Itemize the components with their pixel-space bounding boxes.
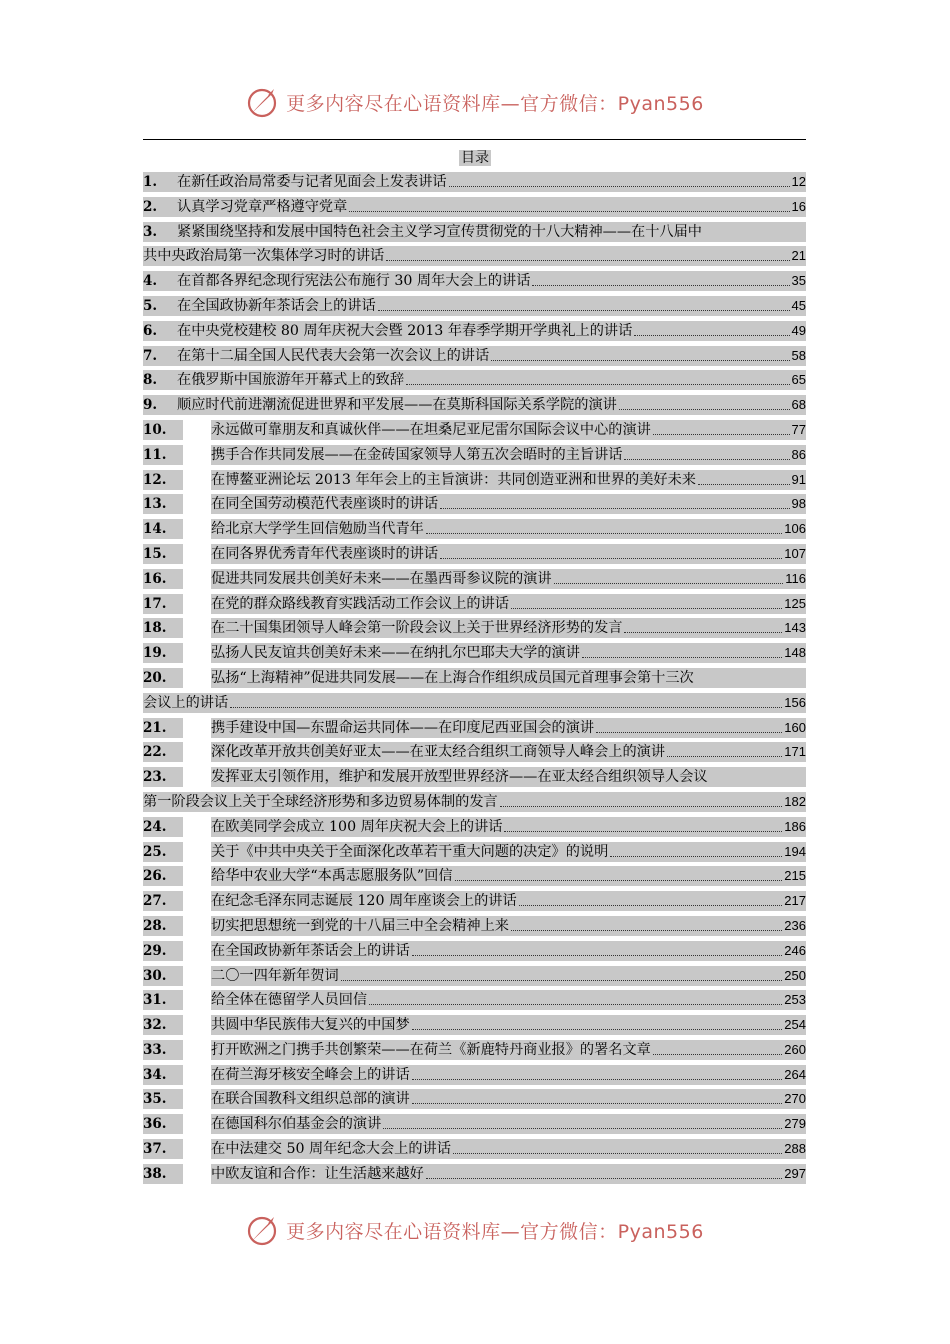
- toc-entry-page: 58: [791, 347, 806, 363]
- toc-entry-title: 在德国科尔伯基金会的演讲: [211, 1116, 382, 1133]
- toc-entry-title: 弘扬“上海精神”促进共同发展——在上海合作组织成员国元首理事会第十三次: [211, 669, 694, 686]
- toc-entry[interactable]: [143, 222, 806, 247]
- toc-entry[interactable]: [143, 1040, 806, 1065]
- toc-entry-page: 288: [784, 1141, 806, 1157]
- toc-entry-number: 17.: [143, 594, 183, 614]
- dot-leader: [426, 1178, 782, 1179]
- table-of-contents: [143, 172, 806, 1189]
- toc-entry-page: 125: [784, 595, 806, 611]
- banner-text: 更多内容尽在心语资料库—官方微信：Pyan556: [286, 1220, 704, 1243]
- toc-entry-page: 182: [784, 793, 806, 809]
- dot-leader: [341, 980, 783, 981]
- toc-entry[interactable]: [143, 519, 806, 544]
- toc-entry[interactable]: [143, 1164, 806, 1189]
- toc-entry-title: 共圆中华民族伟大复兴的中国梦: [211, 1017, 410, 1034]
- toc-entry-number: 4.: [143, 271, 183, 291]
- dot-leader: [511, 608, 782, 609]
- toc-entry-number: 8.: [143, 370, 183, 390]
- toc-entry-page: 107: [784, 545, 806, 561]
- toc-entry-page: 91: [791, 471, 806, 487]
- dot-leader: [455, 880, 783, 881]
- toc-entry[interactable]: [143, 1015, 806, 1040]
- toc-entry-number: 3.: [143, 222, 183, 242]
- dot-leader: [412, 1103, 783, 1104]
- dot-leader: [504, 831, 782, 832]
- toc-entry-number: 12.: [143, 470, 183, 490]
- toc-entry-title: 给华中农业大学“本禹志愿服务队”回信: [211, 868, 453, 885]
- dot-leader: [554, 583, 784, 584]
- dot-leader: [698, 484, 790, 485]
- toc-entry-title: 在新任政治局常委与记者见面会上发表讲话: [177, 174, 447, 190]
- toc-entry-page: 254: [784, 1017, 806, 1033]
- dot-leader: [412, 955, 783, 956]
- toc-entry-title: 携手合作共同发展——在金砖国家领导人第五次会晤时的主旨讲话: [211, 446, 623, 463]
- toc-entry-page: 264: [784, 1066, 806, 1082]
- toc-entry-number: 38.: [143, 1164, 183, 1184]
- toc-entry-number: 18.: [143, 618, 183, 638]
- toc-entry-title: 弘扬人民友谊共创美好未来——在纳扎尔巴耶夫大学的演讲: [211, 645, 580, 662]
- dot-leader: [440, 558, 782, 559]
- toc-entry-page: 68: [791, 397, 806, 413]
- toc-entry[interactable]: [143, 594, 806, 619]
- quill-logo-icon: [246, 1213, 280, 1247]
- toc-entry[interactable]: [143, 395, 806, 420]
- dot-leader: [449, 186, 790, 187]
- toc-entry-page: 106: [784, 521, 806, 537]
- toc-entry[interactable]: [143, 544, 806, 569]
- toc-entry-page: 65: [791, 372, 806, 388]
- toc-entry-continuation[interactable]: [143, 792, 806, 817]
- toc-entry-number: 7.: [143, 346, 183, 366]
- toc-entry-page: 116: [785, 570, 806, 586]
- toc-entry-page: 215: [784, 868, 806, 884]
- toc-entry-title: 在荷兰海牙核安全峰会上的讲话: [211, 1066, 410, 1083]
- quill-logo-icon: [246, 85, 280, 119]
- toc-entry[interactable]: [143, 271, 806, 296]
- dot-leader: [667, 756, 782, 757]
- toc-entry[interactable]: [143, 866, 806, 891]
- dot-leader: [619, 409, 790, 410]
- toc-entry[interactable]: [143, 941, 806, 966]
- toc-entry-number: 26.: [143, 866, 183, 886]
- dot-leader: [610, 856, 782, 857]
- toc-entry-title: 在俄罗斯中国旅游年开幕式上的致辞: [177, 372, 405, 389]
- toc-entry[interactable]: [143, 767, 806, 792]
- toc-entry-page: 143: [784, 620, 806, 636]
- toc-entry[interactable]: [143, 668, 806, 693]
- dot-leader: [653, 434, 790, 435]
- dot-leader: [349, 211, 789, 212]
- toc-entry-page: 194: [784, 843, 806, 859]
- toc-entry-continuation[interactable]: [143, 246, 806, 271]
- toc-entry-number: 32.: [143, 1015, 183, 1035]
- dot-leader: [453, 1153, 782, 1154]
- toc-entry[interactable]: [143, 742, 806, 767]
- header-banner: [0, 82, 950, 122]
- toc-entry-title: 关于《中共中央关于全面深化改革若干重大问题的决定》的说明: [211, 843, 609, 860]
- toc-entry-title: 在博鳌亚洲论坛 2013 年年会上的主旨演讲：共同创造亚洲和世界的美好未来: [211, 471, 696, 488]
- toc-entry-page: 253: [784, 992, 806, 1008]
- dot-leader: [653, 1054, 782, 1055]
- toc-entry-title: 紧紧围绕坚持和发展中国特色社会主义学习宣传贯彻党的十八大精神——在十八届中: [177, 223, 702, 240]
- toc-entry-number: 19.: [143, 643, 183, 663]
- toc-entry-page: 45: [791, 297, 806, 313]
- toc-entry-title-continued: 共中央政治局第一次集体学习时的讲话: [143, 248, 385, 265]
- toc-entry-page: 16: [791, 198, 806, 214]
- dot-leader: [406, 384, 790, 385]
- toc-entry-title: 在中央党校建校 80 周年庆祝大会暨 2013 年春季学期开学典礼上的讲话: [177, 322, 633, 339]
- toc-entry[interactable]: [143, 346, 806, 371]
- toc-entry-number: 23.: [143, 767, 183, 787]
- toc-entry-number: 9.: [143, 395, 183, 415]
- dot-leader: [412, 1029, 783, 1030]
- toc-entry-continuation[interactable]: [143, 693, 806, 718]
- toc-entry-title: 在中法建交 50 周年纪念大会上的讲话: [211, 1141, 451, 1158]
- toc-entry-number: 2.: [143, 197, 183, 217]
- toc-entry-title: 促进共同发展共创美好未来——在墨西哥参议院的演讲: [211, 570, 552, 587]
- toc-entry-page: 21: [791, 248, 806, 264]
- toc-entry-page: 35: [791, 273, 806, 289]
- toc-entry-number: 33.: [143, 1040, 183, 1060]
- toc-entry[interactable]: [143, 990, 806, 1015]
- toc-entry-title: 在联合国教科文组织总部的演讲: [211, 1091, 410, 1108]
- toc-entry-page: 279: [784, 1116, 806, 1132]
- footer-banner: [0, 1210, 950, 1250]
- toc-entry-number: 1.: [143, 172, 183, 192]
- dot-leader: [426, 533, 782, 534]
- dot-leader: [582, 657, 782, 658]
- dot-leader: [383, 1128, 782, 1129]
- toc-entry-number: 30.: [143, 966, 183, 986]
- toc-entry-number: 29.: [143, 941, 183, 961]
- toc-entry-title: 给北京大学学生回信勉励当代青年: [211, 521, 424, 538]
- toc-entry[interactable]: [143, 569, 806, 594]
- banner-text: 更多内容尽在心语资料库—官方微信：Pyan556: [286, 92, 704, 115]
- toc-entry[interactable]: [143, 916, 806, 941]
- toc-entry-number: 11.: [143, 445, 183, 465]
- dot-leader: [412, 1079, 783, 1080]
- dot-leader: [511, 930, 782, 931]
- toc-entry-number: 27.: [143, 891, 183, 911]
- toc-entry-number: 36.: [143, 1114, 183, 1134]
- toc-entry-number: 25.: [143, 842, 183, 862]
- toc-entry[interactable]: [143, 1114, 806, 1139]
- toc-entry-title: 在同全国劳动模范代表座谈时的讲话: [211, 496, 439, 513]
- toc-entry[interactable]: [143, 1139, 806, 1164]
- toc-entry-page: 86: [791, 446, 806, 462]
- dot-leader: [624, 632, 782, 633]
- toc-entry-number: 24.: [143, 817, 183, 837]
- toc-entry-number: 35.: [143, 1089, 183, 1109]
- toc-entry-number: 34.: [143, 1065, 183, 1085]
- toc-entry-title: 在纪念毛泽东同志诞辰 120 周年座谈会上的讲话: [211, 893, 517, 910]
- toc-entry-number: 10.: [143, 420, 183, 440]
- toc-entry-number: 37.: [143, 1139, 183, 1159]
- toc-entry-title: 切实把思想统一到党的十八届三中全会精神上来: [211, 917, 509, 934]
- toc-entry[interactable]: [143, 470, 806, 495]
- toc-entry-title: 认真学习党章严格遵守党章: [177, 198, 348, 215]
- dot-leader: [440, 508, 790, 509]
- toc-entry-title: 深化改革开放共创美好亚太——在亚太经合组织工商领导人峰会上的演讲: [211, 744, 666, 761]
- dot-leader: [634, 335, 789, 336]
- toc-entry-title: 中欧友谊和合作：让生活越来越好: [211, 1165, 424, 1182]
- toc-entry[interactable]: [143, 296, 806, 321]
- toc-entry[interactable]: [143, 172, 806, 197]
- dot-leader: [386, 260, 789, 261]
- toc-entry-title: 在全国政协新年茶话会上的讲话: [177, 297, 376, 314]
- toc-entry-page: 49: [791, 322, 806, 338]
- toc-entry[interactable]: [143, 445, 806, 470]
- toc-entry-number: 20.: [143, 668, 183, 688]
- toc-entry-title: 发挥亚太引领作用，维护和发展开放型世界经济——在亚太经合组织领导人会议: [211, 769, 708, 786]
- toc-entry-page: 160: [784, 719, 806, 735]
- toc-entry-number: 6.: [143, 321, 183, 341]
- toc-entry-page: 270: [784, 1091, 806, 1107]
- toc-entry[interactable]: [143, 817, 806, 842]
- toc-entry-title: 在欧美同学会成立 100 周年庆祝大会上的讲话: [211, 818, 503, 835]
- toc-entry[interactable]: [143, 618, 806, 643]
- toc-entry-title: 永远做可靠朋友和真诚伙伴——在坦桑尼亚尼雷尔国际会议中心的演讲: [211, 421, 651, 438]
- dot-leader: [378, 310, 790, 311]
- dot-leader: [500, 806, 783, 807]
- toc-entry-title: 在全国政协新年茶话会上的讲话: [211, 942, 410, 959]
- toc-entry-title: 二〇一四年新年贺词: [211, 967, 339, 984]
- toc-entry-page: 98: [791, 496, 806, 512]
- toc-entry-title: 在同各界优秀青年代表座谈时的讲话: [211, 545, 439, 562]
- toc-entry[interactable]: [143, 891, 806, 916]
- dot-leader: [532, 285, 789, 286]
- toc-entry-page: 77: [791, 421, 806, 437]
- toc-entry-page: 12: [791, 174, 806, 189]
- toc-entry-page: 297: [784, 1165, 806, 1181]
- toc-entry-number: 14.: [143, 519, 183, 539]
- toc-entry-page: 250: [784, 967, 806, 983]
- toc-entry-number: 15.: [143, 544, 183, 564]
- toc-entry-title-continued: 会议上的讲话: [143, 694, 229, 711]
- dot-leader: [491, 360, 789, 361]
- toc-entry-number: 21.: [143, 718, 183, 738]
- toc-entry-title: 在二十国集团领导人峰会第一阶段会议上关于世界经济形势的发言: [211, 620, 623, 637]
- toc-entry-number: 31.: [143, 990, 183, 1010]
- toc-entry-title: 给全体在德留学人员回信: [211, 992, 368, 1009]
- toc-entry-number: 22.: [143, 742, 183, 762]
- toc-entry[interactable]: [143, 494, 806, 519]
- toc-entry-page: 236: [784, 917, 806, 933]
- toc-entry-page: 171: [784, 744, 806, 760]
- toc-entry-title-continued: 第一阶段会议上关于全球经济形势和多边贸易体制的发言: [143, 793, 498, 810]
- toc-entry-title: 打开欧洲之门携手共创繁荣——在荷兰《新鹿特丹商业报》的署名文章: [211, 1041, 651, 1058]
- dot-leader: [596, 732, 782, 733]
- toc-entry[interactable]: [143, 643, 806, 668]
- toc-entry-page: 156: [784, 694, 806, 710]
- toc-entry-page: 260: [784, 1041, 806, 1057]
- toc-entry[interactable]: [143, 842, 806, 867]
- toc-entry-page: 186: [784, 818, 806, 834]
- toc-entry[interactable]: [143, 966, 806, 991]
- toc-entry[interactable]: [143, 321, 806, 346]
- toc-entry[interactable]: [143, 1065, 806, 1090]
- toc-entry-title: 在党的群众路线教育实践活动工作会议上的讲话: [211, 595, 509, 612]
- toc-title: 目录: [461, 150, 489, 166]
- toc-entry-number: 28.: [143, 916, 183, 936]
- toc-entry[interactable]: [143, 718, 806, 743]
- dot-leader: [230, 707, 782, 708]
- toc-entry[interactable]: [143, 420, 806, 445]
- toc-entry-page: 246: [784, 942, 806, 958]
- header-rule: [143, 139, 806, 140]
- dot-leader: [519, 905, 783, 906]
- toc-entry-number: 5.: [143, 296, 183, 316]
- toc-entry[interactable]: [143, 1089, 806, 1114]
- toc-entry-title: 携手建设中国—东盟命运共同体——在印度尼西亚国会的演讲: [211, 719, 595, 736]
- toc-entry-number: 13.: [143, 494, 183, 514]
- toc-entry-page: 148: [784, 645, 806, 661]
- dot-leader: [369, 1004, 782, 1005]
- toc-entry-title: 顺应时代前进潮流促进世界和平发展——在莫斯科国际关系学院的演讲: [177, 397, 617, 414]
- toc-entry[interactable]: [143, 197, 806, 222]
- toc-entry-title: 在首都各界纪念现行宪法公布施行 30 周年大会上的讲话: [177, 273, 531, 290]
- toc-entry-title: 在第十二届全国人民代表大会第一次会议上的讲话: [177, 347, 490, 364]
- toc-entry-page: 217: [784, 893, 806, 909]
- toc-entry[interactable]: [143, 370, 806, 395]
- dot-leader: [624, 459, 789, 460]
- toc-entry-number: 16.: [143, 569, 183, 589]
